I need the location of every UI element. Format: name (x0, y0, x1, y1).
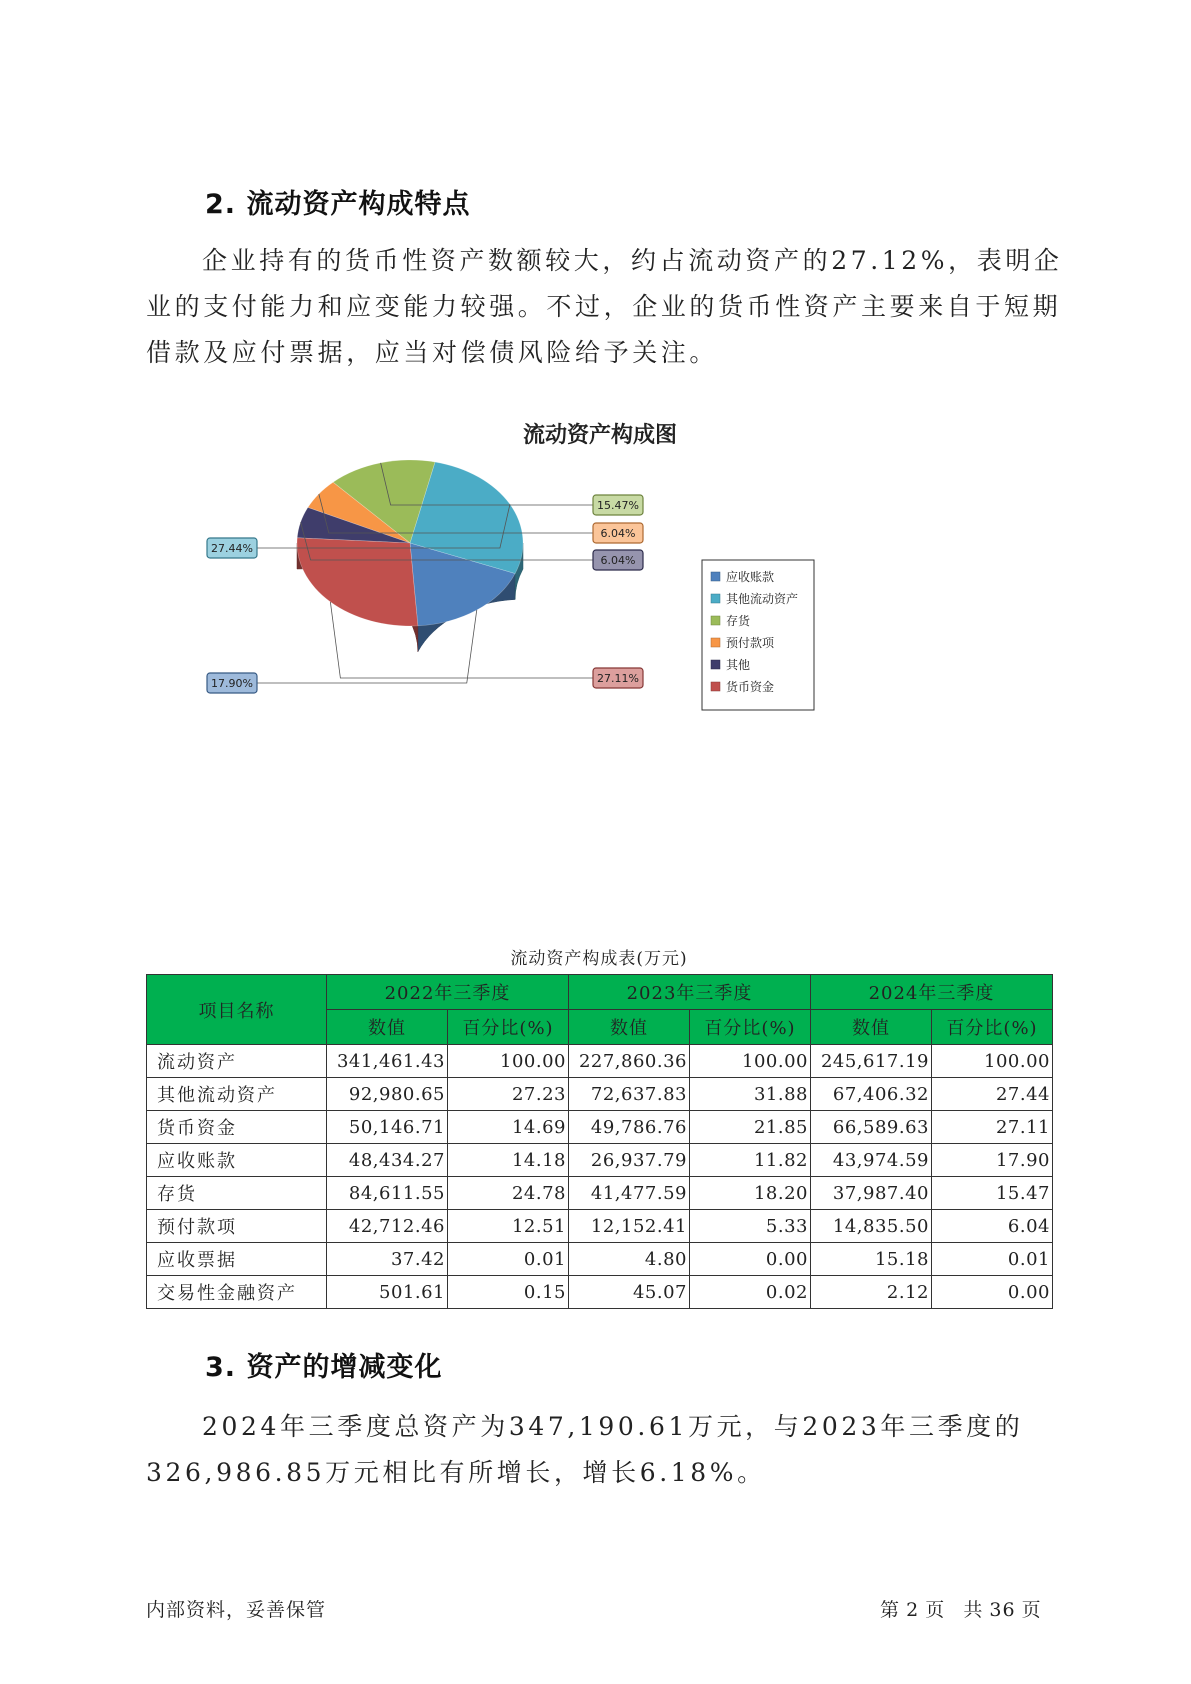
value-cell: 42,712.46 (327, 1210, 448, 1243)
table-row (147, 1078, 1053, 1111)
value-cell: 72,637.83 (569, 1078, 690, 1111)
value-cell: 501.61 (327, 1276, 448, 1309)
pie-slice (297, 538, 418, 626)
percent-cell: 100.00 (932, 1045, 1053, 1078)
percent-cell: 6.04 (932, 1210, 1053, 1243)
percent-cell: 0.01 (448, 1243, 569, 1276)
legend-swatch (711, 660, 720, 669)
percent-cell: 0.00 (932, 1276, 1053, 1309)
footer-confidential-note: 内部资料，妥善保管 (146, 1599, 327, 1621)
legend-swatch (711, 682, 720, 691)
table-row (147, 1276, 1053, 1309)
legend-swatch (711, 638, 720, 647)
percent-cell: 100.00 (690, 1045, 811, 1078)
percent-cell: 24.78 (448, 1177, 569, 1210)
value-cell: 49,786.76 (569, 1111, 690, 1144)
data-label: 27.11% (597, 672, 639, 685)
value-cell: 41,477.59 (569, 1177, 690, 1210)
percent-cell: 11.82 (690, 1144, 811, 1177)
value-cell: 84,611.55 (327, 1177, 448, 1210)
header-percent: 百分比(%) (690, 1010, 811, 1045)
legend-swatch (711, 572, 720, 581)
chart-legend (702, 560, 814, 710)
value-cell: 227,860.36 (569, 1045, 690, 1078)
current-assets-table (146, 974, 1053, 1309)
value-cell: 50,146.71 (327, 1111, 448, 1144)
legend-item-label: 其他流动资产 (726, 592, 799, 606)
legend-swatch (711, 616, 720, 625)
value-cell: 26,937.79 (569, 1144, 690, 1177)
row-label: 流动资产 (147, 1045, 327, 1078)
section-3-paragraph: 2024年三季度总资产为347,190.61万元，与2023年三季度的326,986.85万元相比有所增长，增长6.18%。 (146, 1412, 1024, 1487)
row-label: 应收票据 (147, 1243, 327, 1276)
row-label: 应收账款 (147, 1144, 327, 1177)
value-cell: 66,589.63 (811, 1111, 932, 1144)
percent-cell: 27.11 (932, 1111, 1053, 1144)
legend-item-label: 预付款项 (726, 636, 775, 650)
percent-cell: 18.20 (690, 1177, 811, 1210)
page-prefix: 第 (880, 1599, 901, 1621)
value-cell: 15.18 (811, 1243, 932, 1276)
value-cell: 245,617.19 (811, 1045, 932, 1078)
row-label: 存货 (147, 1177, 327, 1210)
section-2-paragraph: 企业持有的货币性资产数额较大，约占流动资产的27.12%，表明企业的支付能力和应变能力较强。不过，企业的货币性资产主要来自于短期借款及应付票据，应当对偿债风险给予关注。 (146, 246, 1063, 367)
table-row (147, 1210, 1053, 1243)
value-cell: 12,152.41 (569, 1210, 690, 1243)
percent-cell: 27.23 (448, 1078, 569, 1111)
header-period: 2023年三季度 (569, 975, 811, 1010)
header-item-name: 项目名称 (147, 975, 327, 1045)
percent-cell: 0.00 (690, 1243, 811, 1276)
value-cell: 2.12 (811, 1276, 932, 1309)
header-value: 数值 (327, 1010, 448, 1045)
chart-title: 流动资产构成图 (522, 423, 678, 448)
pie-chart (0, 400, 1191, 730)
value-cell: 341,461.43 (327, 1045, 448, 1078)
percent-cell: 0.15 (448, 1276, 569, 1309)
header-period: 2022年三季度 (327, 975, 569, 1010)
table-row (147, 1111, 1053, 1144)
table-row (147, 1045, 1053, 1078)
value-cell: 37,987.40 (811, 1177, 932, 1210)
legend-item-label: 存货 (726, 614, 751, 628)
data-label: 15.47% (597, 499, 639, 512)
table-row (147, 1144, 1053, 1177)
legend-item-label: 货币资金 (726, 680, 775, 694)
percent-cell: 14.69 (448, 1111, 569, 1144)
percent-cell: 17.90 (932, 1144, 1053, 1177)
header-period: 2024年三季度 (811, 975, 1053, 1010)
percent-cell: 0.01 (932, 1243, 1053, 1276)
percent-cell: 21.85 (690, 1111, 811, 1144)
page-number: 2 (906, 1599, 920, 1621)
percent-cell: 14.18 (448, 1144, 569, 1177)
table-row (147, 1177, 1053, 1210)
header-value: 数值 (811, 1010, 932, 1045)
page-suffix: 页 (925, 1599, 946, 1621)
value-cell: 92,980.65 (327, 1078, 448, 1111)
percent-cell: 12.51 (448, 1210, 569, 1243)
total-suffix: 页 (1021, 1599, 1042, 1621)
header-percent: 百分比(%) (932, 1010, 1053, 1045)
percent-cell: 5.33 (690, 1210, 811, 1243)
data-label: 6.04% (600, 554, 636, 567)
legend-swatch (711, 594, 720, 603)
value-cell: 4.80 (569, 1243, 690, 1276)
data-label: 27.44% (211, 542, 253, 555)
value-cell: 43,974.59 (811, 1144, 932, 1177)
percent-cell: 100.00 (448, 1045, 569, 1078)
row-label: 交易性金融资产 (147, 1276, 327, 1309)
section-3-heading: 3. 资产的增减变化 (205, 1352, 443, 1383)
table-row (147, 1243, 1053, 1276)
percent-cell: 15.47 (932, 1177, 1053, 1210)
footer-page-info (880, 1595, 1042, 1622)
legend-item-label: 其他 (726, 658, 751, 672)
row-label: 货币资金 (147, 1111, 327, 1144)
percent-cell: 27.44 (932, 1078, 1053, 1111)
data-label: 6.04% (600, 527, 636, 540)
total-prefix: 共 (963, 1599, 984, 1621)
value-cell: 45.07 (569, 1276, 690, 1309)
table-caption: 流动资产构成表(万元) (510, 949, 688, 969)
legend-item-label: 应收账款 (726, 570, 775, 584)
header-value: 数值 (569, 1010, 690, 1045)
value-cell: 48,434.27 (327, 1144, 448, 1177)
value-cell: 67,406.32 (811, 1078, 932, 1111)
value-cell: 14,835.50 (811, 1210, 932, 1243)
total-pages: 36 (989, 1599, 1016, 1621)
row-label: 预付款项 (147, 1210, 327, 1243)
data-label: 17.90% (211, 677, 253, 690)
row-label: 其他流动资产 (147, 1078, 327, 1111)
percent-cell: 0.02 (690, 1276, 811, 1309)
section-2-heading: 2. 流动资产构成特点 (205, 189, 471, 220)
header-percent: 百分比(%) (448, 1010, 569, 1045)
value-cell: 37.42 (327, 1243, 448, 1276)
percent-cell: 31.88 (690, 1078, 811, 1111)
